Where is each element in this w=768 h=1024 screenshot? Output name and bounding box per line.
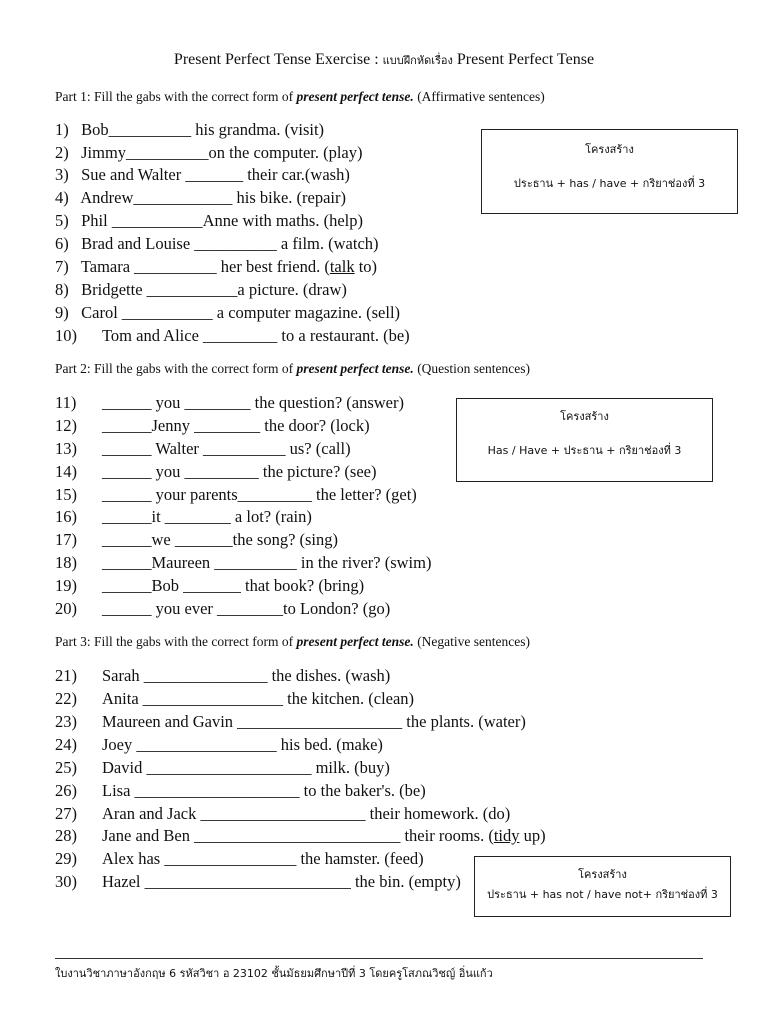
question-item: [55, 416, 370, 436]
question-number: 2): [55, 143, 69, 162]
question-number: 19): [55, 576, 77, 595]
question-text: ______ you ever ________to London? (go): [102, 599, 391, 618]
structure-box-title: โครงสร้าง: [560, 410, 609, 423]
question-item: [55, 849, 424, 869]
question-item: [55, 599, 390, 619]
question-number: 13): [55, 439, 77, 458]
part1-instructions: [55, 89, 545, 105]
question-number: 27): [55, 804, 77, 823]
question-text: Tamara __________ her best friend. (: [80, 257, 330, 276]
footer-text: ใบงานวิชาภาษาอังกฤษ 6 รหัสวิชา อ 23102 ชั้นมัธยมศึกษาปีที่ 3 โดยครูโสภณวิชญ์ อิ่นแก้ว: [55, 967, 493, 980]
question-number: 12): [55, 416, 77, 435]
part3-instructions: [55, 634, 530, 650]
question-item: [55, 758, 390, 778]
question-text: Andrew____________ his bike. (repair): [80, 188, 346, 207]
question-text: Brad and Louise __________ a film. (watch): [81, 234, 379, 253]
question-item: [55, 507, 312, 527]
structure-box-title: โครงสร้าง: [585, 143, 634, 156]
question-text: ______we _______the song? (sing): [102, 530, 339, 549]
part2-type: (Question sentences): [417, 361, 531, 376]
structure-box-formula: ประธาน + has not / have not+ กริยาช่องที่ 3: [487, 888, 718, 901]
question-item: [55, 303, 400, 323]
question-item: [55, 257, 377, 277]
question-item: [55, 462, 376, 482]
question-text: Bob__________ his grandma. (visit): [81, 120, 325, 139]
question-item: [55, 211, 363, 231]
question-number: 20): [55, 599, 77, 618]
part2-emphasis: present perfect tense.: [296, 361, 414, 376]
question-text: Tom and Alice _________ to a restaurant. (be): [102, 326, 410, 345]
question-item: [55, 666, 390, 686]
question-item: [55, 393, 404, 413]
question-item: [55, 735, 383, 755]
structure-box-question: [456, 398, 713, 482]
structure-box-affirmative: [481, 129, 738, 214]
question-text: Anita _________________ the kitchen. (clean): [102, 689, 415, 708]
part3-emphasis: present perfect tense.: [296, 634, 414, 649]
part3-type: (Negative sentences): [417, 634, 531, 649]
question-item: [55, 280, 347, 300]
question-number: 29): [55, 849, 77, 868]
question-item: [55, 872, 461, 892]
question-number: 5): [55, 211, 69, 230]
question-number: 4): [55, 188, 69, 207]
question-text: Sarah _______________ the dishes. (wash): [102, 666, 391, 685]
question-item: [55, 576, 364, 596]
title-english: Present Perfect Tense Exercise :: [173, 51, 379, 68]
question-item: [55, 530, 338, 550]
part1-type: (Affirmative sentences): [417, 89, 545, 104]
question-text: ______ you ________ the question? (answer): [102, 393, 404, 412]
question-text-end: to): [354, 257, 378, 276]
question-number: 10): [55, 326, 77, 345]
question-item: [55, 188, 346, 208]
question-number: 25): [55, 758, 77, 777]
question-text: Maureen and Gavin ____________________ the plants. (water): [102, 712, 526, 731]
question-text-end: up): [519, 826, 546, 845]
structure-box-title: โครงสร้าง: [578, 868, 627, 881]
structure-box-formula: Has / Have + ประธาน + กริยาช่องที่ 3: [487, 444, 682, 457]
question-item: [55, 781, 426, 801]
question-item: [55, 165, 350, 185]
question-text: Lisa ____________________ to the baker's. (be): [102, 781, 426, 800]
question-text: ______Bob _______ that book? (bring): [102, 576, 365, 595]
question-text: Joey _________________ his bed. (make): [102, 735, 383, 754]
question-text: Carol ___________ a computer magazine. (sell): [81, 303, 401, 322]
question-item: [55, 326, 410, 346]
question-number: 1): [55, 120, 69, 139]
question-number: 8): [55, 280, 69, 299]
question-item: [55, 439, 351, 459]
question-text: ______ you _________ the picture? (see): [102, 462, 377, 481]
question-text: Jane and Ben _________________________ their rooms. (: [102, 826, 494, 845]
question-number: 21): [55, 666, 77, 685]
part1-text: Part 1: Fill the gabs with the correct form of: [55, 89, 294, 104]
question-number: 14): [55, 462, 77, 481]
question-number: 17): [55, 530, 77, 549]
question-number: 3): [55, 165, 69, 184]
question-text: Aran and Jack ____________________ their homework. (do): [102, 804, 511, 823]
question-text: Sue and Walter _______ their car.(wash): [81, 165, 350, 184]
question-item: [55, 712, 526, 732]
question-number: 6): [55, 234, 69, 253]
question-number: 23): [55, 712, 77, 731]
question-number: 9): [55, 303, 69, 322]
question-text: David ____________________ milk. (buy): [102, 758, 390, 777]
worksheet-title: [0, 51, 768, 69]
part3-text: Part 3: Fill the gabs with the correct form of: [55, 634, 294, 649]
title-english-suffix: Present Perfect Tense: [456, 51, 595, 68]
question-item: [55, 826, 546, 846]
question-number: 28): [55, 826, 77, 845]
question-number: 11): [55, 393, 77, 412]
question-item: [55, 485, 417, 505]
question-item: [55, 120, 324, 140]
part1-emphasis: present perfect tense.: [296, 89, 414, 104]
question-text: Alex has ________________ the hamster. (feed): [102, 849, 424, 868]
question-text: ______Maureen __________ in the river? (swim): [102, 553, 432, 572]
question-item: [55, 234, 379, 254]
question-number: 15): [55, 485, 77, 504]
question-text: Phil ___________Anne with maths. (help): [81, 211, 363, 230]
underlined-word: talk: [329, 257, 355, 276]
underlined-word: tidy: [493, 826, 520, 845]
question-number: 7): [55, 257, 69, 276]
question-text: ______Jenny ________ the door? (lock): [102, 416, 370, 435]
question-text: ______it ________ a lot? (rain): [102, 507, 312, 526]
part2-instructions: [55, 361, 530, 377]
question-item: [55, 143, 363, 163]
question-number: 16): [55, 507, 77, 526]
question-text: ______ your parents_________ the letter? (get): [102, 485, 417, 504]
question-text: ______ Walter __________ us? (call): [102, 439, 351, 458]
question-item: [55, 689, 414, 709]
question-text: Jimmy__________on the computer. (play): [81, 143, 363, 162]
question-number: 26): [55, 781, 77, 800]
question-item: [55, 553, 431, 573]
question-item: [55, 804, 510, 824]
question-number: 18): [55, 553, 77, 572]
structure-box-formula: ประธาน + has / have + กริยาช่องที่ 3: [513, 177, 706, 190]
question-number: 22): [55, 689, 77, 708]
footer-divider: [55, 958, 703, 959]
question-text: Hazel _________________________ the bin. (empty): [102, 872, 461, 891]
title-thai: แบบฝึกหัดเรื่อง: [382, 54, 453, 67]
structure-box-negative: [474, 856, 731, 917]
question-number: 24): [55, 735, 77, 754]
question-text: Bridgette ___________a picture. (draw): [81, 280, 347, 299]
question-number: 30): [55, 872, 77, 891]
part2-text: Part 2: Fill the gabs with the correct form of: [55, 361, 294, 376]
